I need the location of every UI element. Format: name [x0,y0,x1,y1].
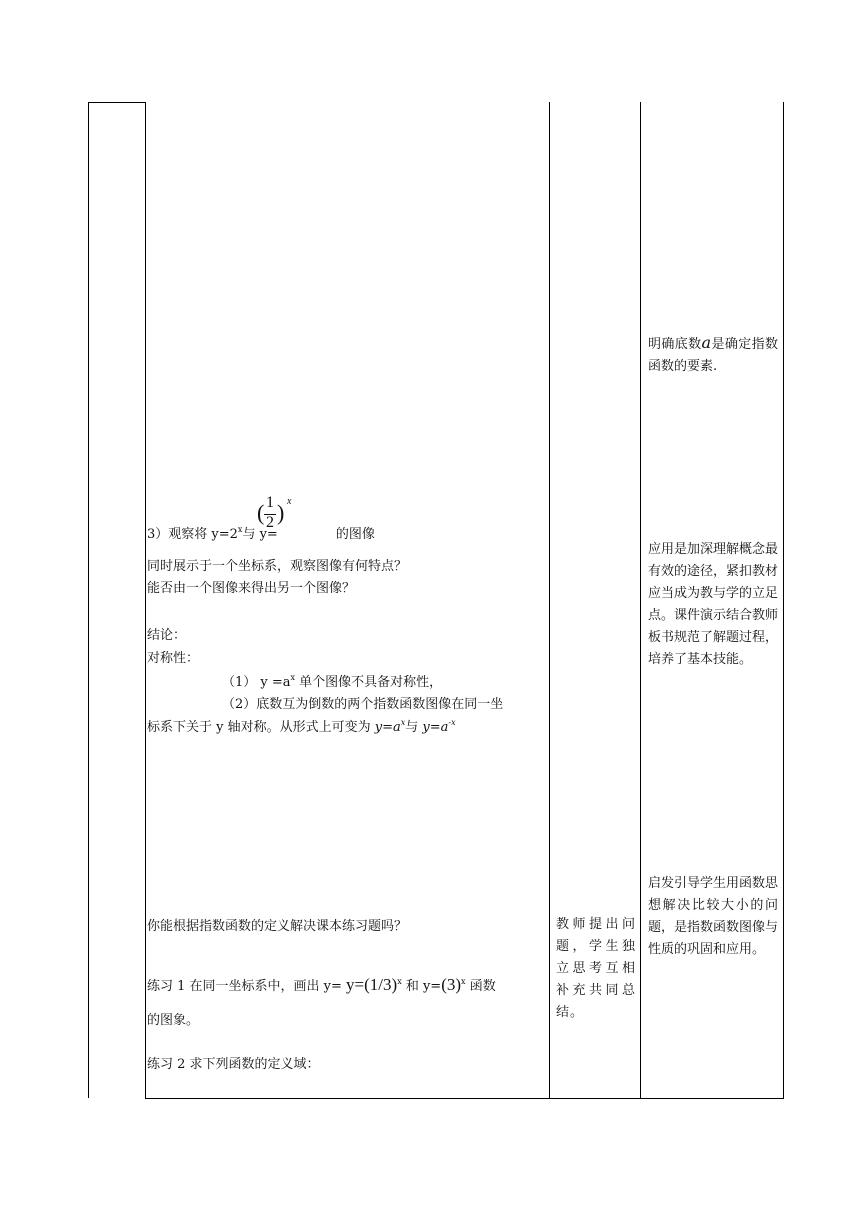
conclusion-item-1: （1） $y =a^x$ 单个图像不具备对称性， [222,673,443,690]
table-col-divider-3 [640,102,641,1099]
exercise-1-line-1: 练习 1 在同一坐标系中，画出 $y= y=(1/3)^x$ 和 $y=(3)^x$ 函数 [147,975,496,994]
fraction-numerator: 1 [266,494,274,511]
conclusion-item-2-line-2: 标系下关于 y 轴对称。从形式上可变为 $y=a^x$与 $y=a^{-x}$ [147,718,456,735]
table-outer-right-border [783,102,784,1099]
symmetry-label: 对称性： [147,651,200,666]
table-top-border-left [88,102,145,103]
conclusion-label: 结论： [147,628,187,643]
exercise-1-line-2: 的图象。 [147,1013,200,1028]
table-outer-left-border [88,102,89,1098]
teacher-method-note: 教师提出问题，学生独立思考互相补充共同总结。 [556,917,636,1020]
exercise-2: 练习 2 求下列函数的定义域： [147,1057,320,1072]
observation-line-2: 同时展示于一个坐标系，观察图像有何特点？ [147,559,408,574]
observation-line: 3）观察将 $y=2^x$与 y= 的图像 [147,525,375,542]
design-note-1: 明确底数a是确定指数函数的要素. [648,333,778,374]
fraction-exponent: x [287,496,292,507]
table-col-divider-1 [145,102,146,1099]
table-bottom-border [145,1098,784,1099]
table-col-divider-2 [549,102,550,1099]
fraction-one-half: ( 1 2 ) x [257,494,292,531]
exercise-question: 你能根据指数函数的定义解决课本练习题吗？ [147,919,408,934]
design-note-2: 应用是加深理解概念最有效的途径，紧扣教材应当成为教与学的立足点。课件演示结合教师板书规范了解题过程，培养了基本技能。 [648,542,779,667]
conclusion-item-2-line-1: （2）底数互为倒数的两个指数函数图像在同一坐 [222,697,504,712]
design-note-3: 启发引导学生用函数思想解决比较大小的问题，是指数函数图像与性质的巩固和应用。 [648,876,779,957]
observation-line-3: 能否由一个图像来得出另一个图像？ [147,581,356,596]
fraction-denominator: 2 [266,514,274,531]
